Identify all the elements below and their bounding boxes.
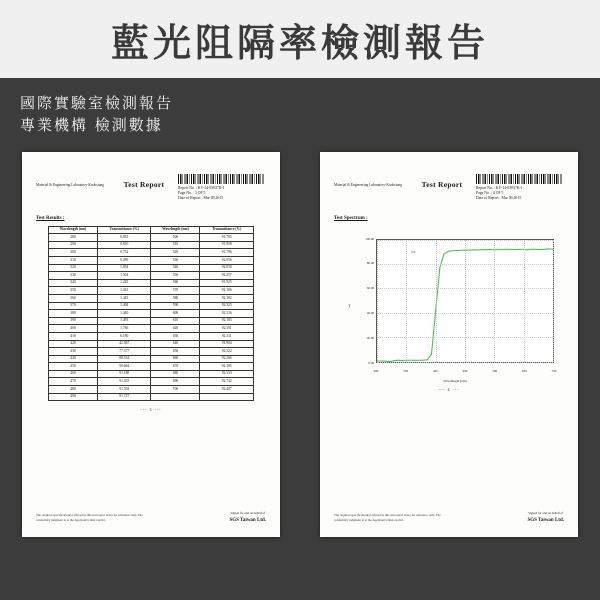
table-cell: 92.266 xyxy=(200,355,254,363)
table-cell: 540 xyxy=(151,264,200,272)
table-row xyxy=(49,249,254,257)
table-cell xyxy=(151,393,200,401)
chart-xtick: 630 xyxy=(521,368,527,373)
table-cell: 92.050 xyxy=(200,264,254,272)
table-cell: 91.433 xyxy=(97,378,151,386)
footer-signature xyxy=(527,511,564,523)
table-cell: 0.732 xyxy=(97,249,151,257)
document-header xyxy=(36,174,266,202)
table-cell: 590 xyxy=(151,302,200,310)
footer-disclaimer: The required specification(s) offered in this test report is/are for reference only. The conformity judgment is at the Applicant's final verdict. xyxy=(334,513,441,522)
table-cell: 520 xyxy=(151,249,200,257)
sign-company: SGS Taiwan Ltd. xyxy=(527,518,564,523)
table-cell: 510 xyxy=(151,241,200,249)
table-cell: 0.810 xyxy=(97,241,151,249)
spectrum-chart xyxy=(350,231,560,381)
table-cell: 400 xyxy=(49,325,98,333)
document-header xyxy=(334,174,564,202)
table-row xyxy=(49,348,254,356)
table-cell: 410 xyxy=(49,332,98,340)
table-cell: 91.727 xyxy=(97,393,151,401)
test-results-label: Test Results : xyxy=(36,215,65,221)
table-cell: 92.257 xyxy=(200,272,254,280)
chart-ytick: 60.00 xyxy=(366,286,374,291)
table-cell: 620 xyxy=(151,325,200,333)
page-no: Page No. : 3 OF 5 xyxy=(177,191,206,196)
table-cell: 1.054 xyxy=(97,264,151,272)
table-row xyxy=(49,386,254,394)
subtitle-line-1: 國際實驗室檢測報告 xyxy=(20,94,174,112)
lab-name: Material & Engineering Laboratory-Kaohsiung xyxy=(334,183,402,187)
table-cell: 530 xyxy=(151,256,200,264)
table-row xyxy=(49,264,254,272)
table-cell: 500 xyxy=(151,234,200,242)
table-cell: 1.493 xyxy=(97,317,151,325)
table-cell: 92.522 xyxy=(200,348,254,356)
table-row xyxy=(49,256,254,264)
table-cell: 92.351 xyxy=(200,325,254,333)
table-cell: 91.925 xyxy=(200,279,254,287)
table-cell: 90.664 xyxy=(97,363,151,371)
chart-gridline xyxy=(377,362,553,363)
table-cell: 92.407 xyxy=(200,386,254,394)
table-cell: 330 xyxy=(49,272,98,280)
date-of-report: Date of Report : Mar 09,2015 xyxy=(475,196,522,201)
table-cell: 6.180 xyxy=(97,332,151,340)
test-results-table xyxy=(48,226,254,402)
chart-xtick: 700 xyxy=(551,368,557,373)
table-cell: 420 xyxy=(49,340,98,348)
table-row xyxy=(49,294,254,302)
table-cell: 91.705 xyxy=(200,234,254,242)
chart-gridline xyxy=(553,240,554,362)
chart-gridline xyxy=(465,240,466,362)
document-page-3[interactable] xyxy=(22,152,280,537)
barcode-icon xyxy=(476,174,562,184)
chart-xtick: 490 xyxy=(462,368,468,373)
chart-xlabel: Wavelength (nm) xyxy=(443,378,467,383)
table-body xyxy=(49,234,254,401)
col-transmittance-1: Transmittance (%) xyxy=(97,226,151,234)
table-row xyxy=(49,287,254,295)
table-cell: 1.766 xyxy=(97,325,151,333)
table-cell: 570 xyxy=(151,287,200,295)
barcode-icon xyxy=(178,174,264,184)
chart-ytick: 100.00 xyxy=(365,236,374,241)
table-cell: 550 xyxy=(151,272,200,280)
table-cell: 660 xyxy=(151,355,200,363)
chart-ytick: 40.00 xyxy=(366,311,374,315)
table-cell: 92.333 xyxy=(200,370,254,378)
table-cell: 370 xyxy=(49,302,98,310)
table-cell: 91.904 xyxy=(200,340,254,348)
report-no: Report No. : KV-14-03837K-1 xyxy=(475,186,523,190)
table-row xyxy=(49,378,254,386)
table-row xyxy=(49,370,254,378)
title-banner xyxy=(0,0,600,78)
chart-xtick: 560 xyxy=(492,368,498,373)
report-title: Test Report xyxy=(123,180,165,189)
table-cell: 320 xyxy=(49,264,98,272)
col-wavelength-2: Wavelength (nm) xyxy=(151,226,200,234)
table-cell: 690 xyxy=(151,378,200,386)
table-row xyxy=(49,355,254,363)
table-cell: 91.796 xyxy=(200,249,254,257)
page-no: Page No. : 4 OF 5 xyxy=(475,191,504,196)
table-cell: 1.243 xyxy=(97,279,151,287)
date-of-report: Date of Report : Mar 09,2015 xyxy=(177,196,224,201)
table-cell: 92.185 xyxy=(200,363,254,371)
table-header-row xyxy=(49,226,254,234)
table-cell: 0.289 xyxy=(97,256,151,264)
table-row xyxy=(49,363,254,371)
table-cell: 310 xyxy=(49,256,98,264)
page-marker: --- 3 --- xyxy=(140,407,162,413)
chart-ytick: 80.00 xyxy=(366,261,374,266)
table-cell: 91.958 xyxy=(200,241,254,249)
signed-for-label: Signed for and on behalf of xyxy=(528,511,564,515)
table-cell: 92.183 xyxy=(200,317,254,325)
report-title: Test Report xyxy=(421,180,463,189)
table-cell: 490 xyxy=(49,393,98,401)
table-cell: 650 xyxy=(151,348,200,356)
table-cell: 280 xyxy=(49,234,98,242)
table-row xyxy=(49,272,254,280)
chart-ytick: 20.00 xyxy=(366,335,374,340)
table-cell: 640 xyxy=(151,340,200,348)
table-cell: 77.377 xyxy=(97,348,151,356)
report-meta xyxy=(178,174,266,202)
table-cell: 360 xyxy=(49,294,98,302)
table-row xyxy=(49,234,254,242)
chart-gridline xyxy=(524,240,525,362)
table-cell: 670 xyxy=(151,363,200,371)
documents-area xyxy=(0,146,600,537)
table-cell: 42.067 xyxy=(97,340,151,348)
table-cell: 430 xyxy=(49,348,98,356)
table-cell: 380 xyxy=(49,310,98,318)
col-transmittance-2: Transmittance (%) xyxy=(200,226,254,234)
table-cell: 560 xyxy=(151,279,200,287)
table-cell: 1.445 xyxy=(97,294,151,302)
table-cell: 92.106 xyxy=(200,287,254,295)
table-cell: 470 xyxy=(49,378,98,386)
col-wavelength-1: Wavelength (nm) xyxy=(49,226,98,234)
signed-for-label: Signed for and on behalf of xyxy=(230,511,266,515)
page-marker: --- 4 --- xyxy=(438,386,460,392)
table-cell: 390 xyxy=(49,317,98,325)
table-row xyxy=(49,393,254,401)
table-row xyxy=(49,310,254,318)
subtitle-line-2: 專業機構 檢測數據 xyxy=(20,116,163,134)
table-cell: 92.311 xyxy=(200,332,254,340)
table-cell: 450 xyxy=(49,363,98,371)
table-cell: 1.441 xyxy=(97,287,151,295)
table-cell: 600 xyxy=(151,310,200,318)
chart-xtick: 420 xyxy=(432,368,438,373)
chart-ylabel: T xyxy=(348,303,351,309)
chart-plot-area xyxy=(376,239,554,363)
chart-gridline xyxy=(377,240,378,362)
table-cell: 0.835 xyxy=(97,234,151,242)
footer-disclaimer: The required specification(s) offered in this test report is/are for reference only. The conformity judgment is at the Applicant's final verdict. xyxy=(36,513,143,522)
table-cell: 92.742 xyxy=(200,378,254,386)
sign-company: SGS Taiwan Ltd. xyxy=(229,518,266,523)
report-no: Report No. : KV-14-03837K-1 xyxy=(177,186,225,190)
chart-xtick: 280 xyxy=(373,368,379,373)
table-cell: 700 xyxy=(151,386,200,394)
table-row xyxy=(49,340,254,348)
chart-gridline xyxy=(436,240,437,362)
table-cell: 290 xyxy=(49,241,98,249)
table-cell: 480 xyxy=(49,386,98,394)
report-meta xyxy=(476,174,564,202)
table-cell: 580 xyxy=(151,294,200,302)
footer-signature xyxy=(229,511,266,523)
lab-name: Material & Engineering Laboratory-Kaohsiung xyxy=(36,183,104,187)
table-cell: 91.592 xyxy=(97,386,151,394)
table-row xyxy=(49,317,254,325)
table-row xyxy=(49,302,254,310)
chart-gridline xyxy=(494,240,495,362)
table-row xyxy=(49,241,254,249)
document-footer xyxy=(334,511,564,523)
table-cell: 92.056 xyxy=(200,256,254,264)
test-spectrum-label: Test Spectrum : xyxy=(334,215,368,221)
document-page-4[interactable] xyxy=(320,152,578,537)
table-cell xyxy=(200,393,254,401)
table-cell: 91.188 xyxy=(97,370,151,378)
table-row xyxy=(49,332,254,340)
table-cell: 630 xyxy=(151,332,200,340)
chart-gridline xyxy=(406,240,407,362)
table-cell: 300 xyxy=(49,249,98,257)
table-cell: 460 xyxy=(49,370,98,378)
page-title: 藍光阻隔率檢測報告 xyxy=(110,20,489,65)
table-cell: 1.504 xyxy=(97,272,151,280)
subtitle-block xyxy=(0,78,600,146)
table-cell: 88.534 xyxy=(97,355,151,363)
table-cell: 340 xyxy=(49,279,98,287)
table-row xyxy=(49,279,254,287)
table-cell: 1.404 xyxy=(97,302,151,310)
document-footer xyxy=(36,511,266,523)
table-cell: 350 xyxy=(49,287,98,295)
table-cell: 680 xyxy=(151,370,200,378)
chart-xtick: 350 xyxy=(403,368,409,373)
chart-legend: %T xyxy=(411,249,416,254)
table-row xyxy=(49,325,254,333)
chart-ytick: 0.00 xyxy=(368,360,374,365)
table-cell: 92.325 xyxy=(200,302,254,310)
table-cell: 92.182 xyxy=(200,294,254,302)
table-cell: 440 xyxy=(49,355,98,363)
table-cell: 610 xyxy=(151,317,200,325)
table-cell: 92.316 xyxy=(200,310,254,318)
table-cell: 1.440 xyxy=(97,310,151,318)
